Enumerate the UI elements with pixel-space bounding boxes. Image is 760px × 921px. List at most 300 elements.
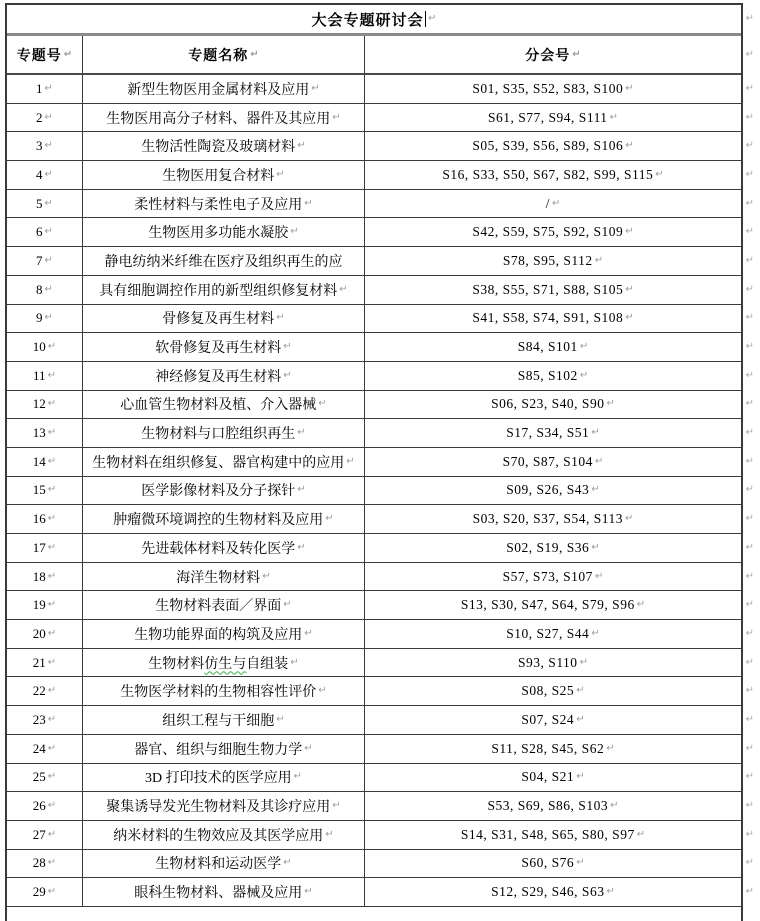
session-numbers: S57, S73, S107 [502, 568, 593, 584]
topic-name-cell[interactable] [83, 305, 365, 333]
session-numbers: S01, S35, S52, S83, S100 [472, 80, 624, 96]
session-numbers: S38, S55, S71, S88, S105 [472, 281, 624, 297]
topic-name: 纳米材料的生物效应及其医学应用 [113, 828, 324, 844]
topic-name: 生物医学材料的生物相容性评价 [120, 685, 317, 701]
topic-number: 9 [36, 310, 43, 326]
table-row [7, 104, 754, 133]
topic-number-cell[interactable] [7, 649, 83, 677]
end-of-row-mark: ↵ [745, 398, 754, 410]
end-of-cell-mark: ↵ [297, 541, 306, 553]
grammar-squiggle-text: 仿生与 [204, 656, 247, 672]
topic-name: 器官、组织与细胞生物力学 [134, 742, 303, 758]
header-session-numbers[interactable] [365, 36, 741, 73]
end-of-cell-mark: ↵ [44, 312, 53, 324]
topic-number-cell[interactable] [7, 362, 83, 390]
topic-number-cell[interactable] [7, 305, 83, 333]
end-of-cell-mark: ↵ [428, 13, 437, 24]
table-row [7, 132, 754, 161]
topic-name-cell[interactable] [83, 764, 365, 792]
end-of-cell-mark: ↵ [47, 742, 57, 754]
topic-name: 心血管生物材料及植、介入器械 [120, 398, 317, 414]
end-of-row-mark: ↵ [745, 197, 754, 209]
session-numbers-cell[interactable] [365, 247, 741, 275]
topic-name: 生物材料与口腔组织再生 [141, 427, 296, 443]
session-numbers: S16, S33, S50, S67, S82, S99, S115 [442, 166, 654, 182]
session-numbers-cell[interactable] [365, 563, 741, 591]
session-numbers-cell[interactable] [365, 305, 741, 333]
topic-number: 5 [36, 195, 43, 211]
end-of-cell-mark: ↵ [63, 48, 73, 60]
end-of-cell-mark: ↵ [47, 599, 57, 611]
end-of-cell-mark: ↵ [47, 771, 57, 783]
topic-number: 13 [32, 425, 46, 441]
topic-number-cell[interactable] [7, 764, 83, 792]
end-of-row-mark: ↵ [745, 800, 754, 812]
session-numbers: S05, S39, S56, S89, S106 [472, 138, 624, 154]
topic-number: 17 [32, 539, 46, 555]
session-numbers-cell[interactable] [365, 419, 741, 447]
topic-number: 4 [36, 166, 43, 182]
topic-name: 海洋生物材料 [176, 570, 261, 586]
end-of-cell-mark: ↵ [290, 656, 299, 668]
session-numbers-cell[interactable] [365, 850, 741, 878]
topic-number: 6 [36, 224, 43, 240]
end-of-cell-mark: ↵ [625, 140, 634, 152]
table-row [7, 677, 754, 706]
end-of-row-mark: ↵ [745, 111, 754, 123]
topic-number: 22 [32, 683, 46, 699]
end-of-cell-mark: ↵ [318, 685, 327, 697]
table-rows [7, 75, 754, 907]
table-row [7, 706, 754, 735]
session-numbers: S08, S25 [521, 683, 575, 699]
end-of-cell-mark: ↵ [636, 599, 646, 611]
topic-number: 28 [32, 855, 46, 871]
topic-number: 27 [32, 826, 46, 842]
table-row [7, 477, 754, 506]
end-of-cell-mark: ↵ [579, 369, 589, 381]
session-numbers-cell[interactable] [365, 764, 741, 792]
session-numbers-cell[interactable] [365, 75, 741, 103]
table-row [7, 75, 754, 104]
session-numbers-cell[interactable] [365, 362, 741, 390]
topic-number: 1 [36, 80, 43, 96]
end-of-row-mark: ↵ [745, 369, 754, 381]
table-row [7, 792, 754, 821]
topic-name: 生物材料和运动医学 [155, 857, 282, 873]
topic-name-cell[interactable] [83, 391, 365, 419]
topic-name-cell[interactable] [83, 104, 365, 132]
topic-name: 静电纺纳米纤维在医疗及组织再生的应 [104, 254, 343, 270]
end-of-cell-mark: ↵ [293, 771, 302, 783]
end-of-cell-mark: ↵ [579, 656, 588, 668]
topic-number-cell[interactable] [7, 276, 83, 304]
topic-number-cell[interactable] [7, 132, 83, 160]
session-numbers: S13, S30, S47, S64, S79, S96 [460, 597, 635, 613]
end-of-cell-mark: ↵ [576, 685, 585, 697]
end-of-cell-mark: ↵ [47, 369, 56, 381]
session-numbers: S41, S58, S74, S91, S108 [472, 310, 624, 326]
page-title: 大会专题研讨会 [311, 12, 424, 29]
end-of-cell-mark: ↵ [304, 627, 313, 639]
end-of-cell-mark: ↵ [625, 226, 634, 238]
session-numbers: S70, S87, S104 [502, 453, 593, 469]
session-numbers: S04, S21 [521, 769, 575, 785]
session-numbers: S61, S77, S94, S111 [488, 109, 608, 125]
end-of-cell-mark: ↵ [332, 111, 341, 123]
session-numbers-cell[interactable] [365, 161, 741, 189]
end-of-cell-mark: ↵ [276, 312, 285, 324]
session-numbers-cell[interactable] [365, 333, 741, 361]
topic-number-cell[interactable] [7, 333, 83, 361]
session-numbers-cell[interactable] [365, 878, 741, 906]
topic-name-cell[interactable] [83, 477, 365, 505]
end-of-cell-mark: ↵ [47, 656, 57, 668]
session-numbers-cell[interactable] [365, 391, 741, 419]
topic-number-cell[interactable] [7, 706, 83, 734]
topic-name: 生物活性陶瓷及玻璃材料 [141, 140, 296, 156]
end-of-row-mark: ↵ [745, 771, 754, 783]
session-numbers: S09, S26, S43 [506, 482, 590, 498]
session-numbers-cell[interactable] [365, 477, 741, 505]
table-row [7, 161, 754, 190]
topic-name-cell[interactable] [83, 132, 365, 160]
table-row [7, 305, 754, 334]
topic-number: 21 [32, 654, 46, 670]
session-numbers-cell[interactable] [365, 706, 741, 734]
end-of-cell-mark: ↵ [591, 627, 600, 639]
end-of-cell-mark: ↵ [283, 857, 292, 869]
end-of-row-mark: ↵ [745, 599, 754, 611]
topic-name-cell[interactable] [83, 878, 365, 906]
end-of-row-mark: ↵ [745, 254, 754, 266]
session-numbers-cell[interactable] [365, 276, 741, 304]
table-row [7, 649, 754, 678]
end-of-cell-mark: ↵ [346, 455, 355, 467]
session-numbers-cell[interactable] [365, 132, 741, 160]
table-row [7, 878, 754, 907]
end-of-row-mark: ↵ [745, 886, 754, 898]
topic-name-cell[interactable] [83, 677, 365, 705]
topic-number: 23 [32, 711, 46, 727]
end-of-cell-mark: ↵ [325, 513, 334, 525]
topic-name-cell[interactable] [83, 505, 365, 533]
end-of-cell-mark: ↵ [47, 398, 57, 410]
topic-number: 19 [32, 597, 46, 613]
topic-name: 生物医用多功能水凝胶 [148, 226, 289, 242]
topic-number: 14 [32, 453, 46, 469]
session-numbers: S53, S69, S86, S103 [487, 798, 609, 814]
topic-name: 神经修复及再生材料 [155, 369, 282, 385]
topic-name-cell[interactable] [83, 276, 365, 304]
end-of-row-mark: ↵ [745, 168, 754, 180]
session-numbers-cell[interactable] [365, 448, 741, 476]
partial-next-row [7, 907, 741, 921]
session-numbers: S06, S23, S40, S90 [491, 396, 605, 412]
topic-number-cell[interactable] [7, 419, 83, 447]
end-of-cell-mark: ↵ [304, 886, 313, 898]
topic-name: 软骨修复及再生材料 [155, 341, 282, 357]
end-of-row-mark: ↵ [745, 312, 754, 324]
topic-name-cell[interactable] [83, 735, 365, 763]
end-of-cell-mark: ↵ [44, 226, 53, 238]
end-of-cell-mark: ↵ [304, 742, 313, 754]
end-of-row-mark: ↵ [745, 48, 754, 60]
topic-number-cell[interactable] [7, 735, 83, 763]
table-row [7, 333, 754, 362]
end-of-row-mark: ↵ [745, 685, 754, 697]
topic-number-cell[interactable] [7, 505, 83, 533]
topic-name: 柔性材料与柔性电子及应用 [134, 197, 303, 213]
topic-name-cell[interactable] [83, 649, 365, 677]
topic-name-cell[interactable] [83, 333, 365, 361]
session-numbers-cell[interactable] [365, 677, 741, 705]
topic-name: 肿瘤微环境调控的生物材料及应用 [113, 513, 324, 529]
end-of-cell-mark: ↵ [44, 140, 53, 152]
end-of-cell-mark: ↵ [47, 570, 57, 582]
end-of-cell-mark: ↵ [591, 484, 600, 496]
session-numbers-cell[interactable] [365, 591, 741, 619]
table-row [7, 218, 754, 247]
topic-number-cell[interactable] [7, 218, 83, 246]
topic-name: 先进载体材料及转化医学 [141, 541, 296, 557]
topic-name: 3D 打印技术的医学应用 [144, 771, 292, 787]
topic-name-cell[interactable] [83, 821, 365, 849]
end-of-row-mark: ↵ [745, 627, 754, 639]
end-of-cell-mark: ↵ [297, 484, 306, 496]
session-numbers-cell[interactable] [365, 649, 741, 677]
end-of-cell-mark: ↵ [625, 82, 634, 94]
end-of-cell-mark: ↵ [606, 886, 615, 898]
end-of-cell-mark: ↵ [44, 82, 53, 94]
session-numbers: S02, S19, S36 [506, 539, 590, 555]
end-of-cell-mark: ↵ [304, 197, 313, 209]
end-of-cell-mark: ↵ [297, 140, 306, 152]
topic-name-cell[interactable] [83, 620, 365, 648]
session-numbers-cell[interactable] [365, 104, 741, 132]
end-of-cell-mark: ↵ [47, 513, 57, 525]
topic-name-cell[interactable] [83, 448, 365, 476]
table-row [7, 448, 754, 477]
table-row [7, 620, 754, 649]
topic-number-cell[interactable] [7, 677, 83, 705]
session-numbers: S93, S110 [518, 654, 578, 670]
end-of-row-mark: ↵ [745, 283, 754, 295]
end-of-cell-mark: ↵ [606, 742, 615, 754]
end-of-cell-mark: ↵ [609, 111, 618, 123]
topic-number: 20 [32, 625, 46, 641]
table-row [7, 505, 754, 534]
topic-number: 11 [33, 367, 46, 383]
topic-number-cell[interactable] [7, 75, 83, 103]
topic-name-cell[interactable] [83, 362, 365, 390]
topic-number: 16 [32, 511, 46, 527]
end-of-cell-mark: ↵ [47, 455, 57, 467]
end-of-cell-mark: ↵ [576, 857, 585, 869]
topic-number-cell[interactable] [7, 591, 83, 619]
topic-number-cell[interactable] [7, 620, 83, 648]
topic-number-cell[interactable] [7, 477, 83, 505]
end-of-row-mark: ↵ [745, 857, 754, 869]
end-of-cell-mark: ↵ [318, 398, 327, 410]
session-numbers-cell[interactable] [365, 821, 741, 849]
session-numbers: S17, S34, S51 [506, 425, 590, 441]
session-numbers: S84, S101 [517, 339, 578, 355]
topic-number-cell[interactable] [7, 821, 83, 849]
end-of-cell-mark: ↵ [655, 168, 664, 180]
session-numbers: S07, S24 [521, 711, 575, 727]
end-of-cell-mark: ↵ [551, 197, 561, 209]
header-session-numbers-label: 分会号 [525, 48, 571, 64]
end-of-cell-mark: ↵ [624, 513, 634, 525]
topic-name-cell[interactable] [83, 218, 365, 246]
table-row [7, 850, 754, 879]
end-of-row-mark: ↵ [745, 140, 754, 152]
end-of-cell-mark: ↵ [44, 111, 53, 123]
end-of-cell-mark: ↵ [594, 570, 604, 582]
header-topic-name[interactable] [83, 36, 365, 73]
session-numbers: S42, S59, S75, S92, S109 [472, 224, 624, 240]
session-numbers-cell[interactable] [365, 190, 741, 218]
topic-number-cell[interactable] [7, 448, 83, 476]
topic-number: 3 [36, 138, 43, 154]
session-numbers-cell[interactable] [365, 735, 741, 763]
end-of-cell-mark: ↵ [47, 828, 57, 840]
end-of-cell-mark: ↵ [576, 771, 585, 783]
topic-number: 18 [32, 568, 46, 584]
table-header-row [7, 36, 754, 75]
end-of-row-mark: ↵ [745, 455, 754, 467]
topic-number-cell[interactable] [7, 190, 83, 218]
end-of-cell-mark: ↵ [591, 427, 600, 439]
topic-name-cell[interactable] [83, 850, 365, 878]
topic-name-cell[interactable] [83, 247, 365, 275]
session-numbers-cell[interactable] [365, 792, 741, 820]
header-topic-number[interactable] [7, 36, 83, 73]
end-of-cell-mark: ↵ [572, 48, 581, 60]
topic-number-cell[interactable] [7, 247, 83, 275]
topic-name: 生物医用复合材料 [162, 168, 275, 184]
topic-name: 组织工程与干细胞 [162, 713, 275, 729]
topic-number: 2 [36, 109, 43, 125]
header-topic-number-label: 专题号 [16, 48, 62, 64]
topic-name-cell[interactable] [83, 563, 365, 591]
end-of-row-mark: ↵ [745, 570, 754, 582]
topic-name-cell[interactable] [83, 591, 365, 619]
topic-name-cell[interactable] [83, 792, 365, 820]
end-of-cell-mark: ↵ [47, 484, 57, 496]
table-row [7, 247, 754, 276]
end-of-cell-mark: ↵ [47, 541, 57, 553]
topic-name: 聚集诱导发光生物材料及其诊疗应用 [106, 800, 331, 816]
topic-name: 眼科生物材料、器械及应用 [134, 886, 303, 902]
end-of-cell-mark: ↵ [636, 828, 646, 840]
topic-name-cell[interactable] [83, 706, 365, 734]
end-of-row-mark: ↵ [745, 427, 754, 439]
topics-table [5, 3, 754, 921]
table-row [7, 362, 754, 391]
end-of-cell-mark: ↵ [290, 226, 299, 238]
end-of-cell-mark: ↵ [332, 800, 341, 812]
topic-number-cell[interactable] [7, 391, 83, 419]
session-numbers-cell[interactable] [365, 218, 741, 246]
topic-number-cell[interactable] [7, 792, 83, 820]
end-of-cell-mark: ↵ [47, 685, 57, 697]
topic-name-cell[interactable] [83, 534, 365, 562]
table-row [7, 534, 754, 563]
topic-number-cell[interactable] [7, 104, 83, 132]
end-of-cell-mark: ↵ [47, 800, 57, 812]
topic-name: 骨修复及再生材料 [162, 312, 275, 328]
topic-name-cell[interactable] [83, 75, 365, 103]
topic-name-cell[interactable] [83, 419, 365, 447]
end-of-cell-mark: ↵ [594, 455, 604, 467]
topic-name-cell[interactable] [83, 190, 365, 218]
topic-number-cell[interactable] [7, 563, 83, 591]
topic-number: 12 [32, 396, 46, 412]
table-row [7, 735, 754, 764]
session-numbers: S60, S76 [521, 855, 575, 871]
end-of-cell-mark: ↵ [276, 168, 285, 180]
topic-number: 15 [32, 482, 46, 498]
topic-name: 医学影像材料及分子探针 [141, 484, 296, 500]
topic-name: 生物功能界面的构筑及应用 [134, 627, 303, 643]
end-of-cell-mark: ↵ [250, 48, 259, 60]
topic-name: 生物医用高分子材料、器件及其应用 [106, 111, 331, 127]
end-of-row-mark: ↵ [745, 713, 754, 725]
topic-number-cell[interactable] [7, 534, 83, 562]
end-of-cell-mark: ↵ [591, 541, 600, 553]
end-of-cell-mark: ↵ [283, 599, 292, 611]
table-row [7, 591, 754, 620]
table-row [7, 276, 754, 305]
topic-number: 8 [36, 281, 43, 297]
end-of-row-mark: ↵ [745, 656, 754, 668]
topic-name-cell[interactable] [83, 161, 365, 189]
session-numbers-cell[interactable] [365, 505, 741, 533]
session-numbers: S14, S31, S48, S65, S80, S97 [460, 826, 635, 842]
topic-name: 生物材料在组织修复、器官构建中的应用 [92, 455, 345, 471]
topic-number: 26 [32, 798, 46, 814]
session-numbers: S11, S28, S45, S62 [491, 740, 605, 756]
topic-name: 具有细胞调控作用的新型组织修复材料 [99, 283, 338, 299]
session-numbers-cell[interactable] [365, 620, 741, 648]
end-of-cell-mark: ↵ [283, 341, 292, 353]
table-title-row[interactable] [7, 5, 754, 36]
end-of-cell-mark: ↵ [47, 341, 57, 353]
table-row [7, 821, 754, 850]
end-of-cell-mark: ↵ [610, 800, 619, 812]
end-of-cell-mark: ↵ [606, 398, 615, 410]
end-of-cell-mark: ↵ [47, 427, 57, 439]
table-row [7, 190, 754, 219]
end-of-cell-mark: ↵ [297, 427, 306, 439]
topic-number-cell[interactable] [7, 850, 83, 878]
session-numbers: S12, S29, S46, S63 [491, 884, 605, 900]
end-of-row-mark: ↵ [745, 484, 754, 496]
topic-name: 新型生物医用金属材料及应用 [127, 82, 310, 98]
end-of-cell-mark: ↵ [325, 828, 334, 840]
end-of-cell-mark: ↵ [47, 857, 57, 869]
end-of-cell-mark: ↵ [262, 570, 271, 582]
end-of-row-mark: ↵ [745, 541, 754, 553]
topic-number-cell[interactable] [7, 161, 83, 189]
session-numbers-cell[interactable] [365, 534, 741, 562]
topic-number-cell[interactable] [7, 878, 83, 906]
end-of-row-mark: ↵ [745, 13, 754, 24]
end-of-cell-mark: ↵ [625, 312, 634, 324]
end-of-row-mark: ↵ [745, 341, 754, 353]
